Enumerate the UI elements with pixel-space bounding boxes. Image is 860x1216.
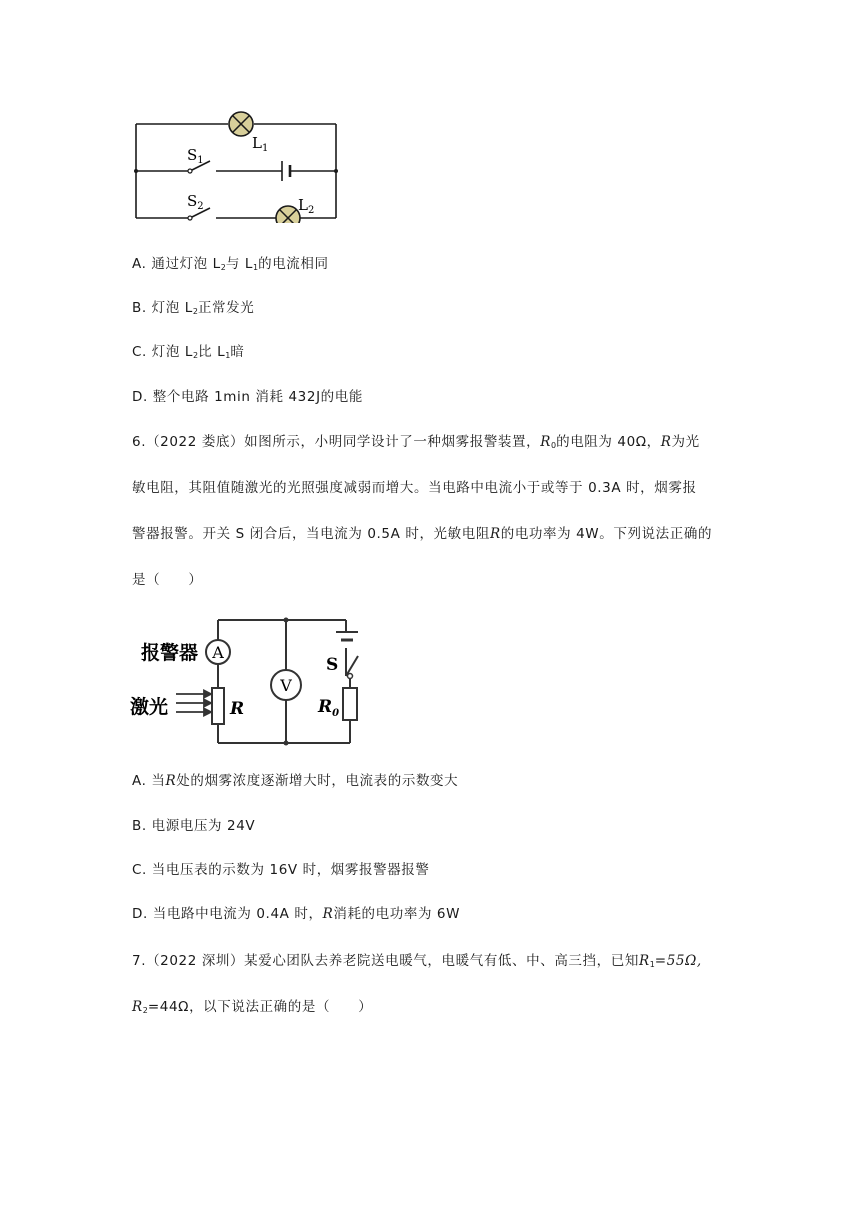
- q5-option-d: D. 整个电路 1min 消耗 432J的电能: [132, 389, 363, 405]
- ammeter: [206, 640, 230, 664]
- q6-option-a: A. 当R处的烟雾浓度逐渐增大时，电流表的示数变大: [132, 773, 459, 789]
- r0-label: $R_0$: [318, 697, 340, 719]
- question-6-stem: 6.（2022 娄底）如图所示，小明同学设计了一种烟雾报警装置，$R_0$的电阻为 40Ω，R为光 敏电阻，其阻值随激光的光照强度减弱而增大。当电路中电流小于或等于 0.3A 时，烟雾报 警器报警。开关 S 闭合后，当电流为 0.5A 时，光敏电阻R的电功率为 4W。下列说法正确的 是（ ）: [132, 434, 713, 588]
- resistor-r0: [343, 688, 357, 720]
- question-7-stem: 7.（2022 深圳）某爱心团队去养老院送电暖气，电暖气有低、中、高三挡，已知$R_1=55\Omega$, $R_2=44\Omega$，以下说法正确的是（ ）: [132, 953, 702, 1015]
- switch-s-label: S: [326, 655, 339, 675]
- r-label: R: [230, 699, 245, 719]
- circuit-diagram-1: [128, 108, 348, 223]
- laser-label: 激光: [130, 696, 169, 718]
- lamp-l1-label: $L_1$: [252, 134, 269, 154]
- voltmeter: [271, 670, 301, 700]
- q5-option-b: B. 灯泡 $L_2$正常发光: [132, 300, 255, 316]
- svg-text:A: A: [212, 643, 224, 662]
- switch-s2-label: $S_2$: [187, 192, 204, 212]
- q6-option-d: D. 当电路中电流为 0.4A 时，R消耗的电功率为 6W: [132, 906, 461, 922]
- lamp-l2-label: $L_2$: [298, 196, 315, 216]
- lamp-l2: [276, 206, 300, 223]
- laser-arrows: [176, 691, 211, 716]
- q6-option-c: C. 当电压表的示数为 16V 时，烟雾报警器报警: [132, 862, 430, 878]
- svg-text:V: V: [280, 676, 292, 695]
- circuit-diagram-2: [128, 612, 378, 748]
- switch-s1-label: $S_1$: [187, 146, 204, 166]
- q5-option-c: C. 灯泡 $L_2$比 $L_1$暗: [132, 344, 245, 360]
- photoresistor-r: [212, 688, 224, 724]
- alarm-label: 报警器: [141, 642, 199, 664]
- q5-option-a: A. 通过灯泡 $L_2$与 $L_1$的电流相同: [132, 256, 329, 272]
- q6-option-b: B. 电源电压为 24V: [132, 818, 256, 834]
- lamp-l1: [229, 112, 253, 136]
